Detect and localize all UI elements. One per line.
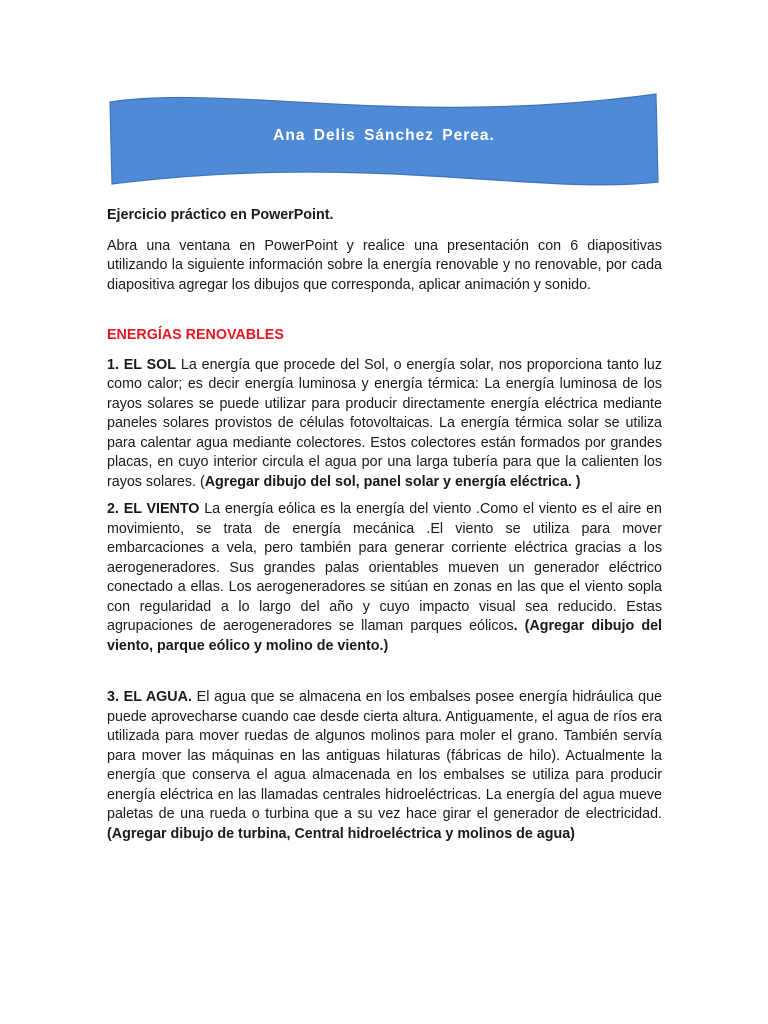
author-name: Ana Delis Sánchez Perea. xyxy=(273,127,495,144)
item-note: (Agregar dibujo de turbina, Central hidroeléctrica y molinos de agua) xyxy=(107,825,575,842)
title-banner xyxy=(108,90,660,190)
item-title: 3. EL AGUA. xyxy=(107,689,192,705)
item-body: El agua que se almacena en los embalses posee energía hidráulica que puede aprovecharse cuando cae desde cierta altura. Antiguamente, el agua de ríos era utilizada para mover ruedas de algunos molinos para moler el grano. También servía para mover las máquinas en las antiguas hilaturas (fábricas de hilo). Actualmente la energía que conserva el agua almacenada en los embalses se utiliza para producir energía eléctrica en las llamadas centrales hidroeléctricas. La energía del agua mueve paletas de una rueda o turbina que a su vez hace girar el generador de electricidad. xyxy=(107,689,663,822)
item-body: La energía eólica es la energía del viento .Como el viento es el aire en movimiento, se trata de energía mecánica .El viento se utiliza para mover embarcaciones a vela, pero también para generar corriente eléctrica gracias a los aerogeneradores. Sus grandes palas orientables mueven un generador eléctrico conectado a ellas. Los aerogeneradores se sitúan en zonas en las que el viento sopla con regularidad a lo largo del año y cuyo impacto visual sea reducido. Estas agrupaciones de aerogeneradores se llaman parques eólicos xyxy=(107,501,662,634)
exercise-subtitle: Ejercicio práctico en PowerPoint. xyxy=(107,207,334,223)
item-sol xyxy=(107,356,662,493)
section-heading: ENERGÍAS RENOVABLES xyxy=(107,327,284,343)
item-viento xyxy=(107,500,662,656)
item-body: La energía que procede del Sol, o energía solar, nos proporciona tanto luz como calor; es decir energía luminosa y energía térmica: La energía luminosa de los rayos solares se puede utilizar para producir directamente energía eléctrica mediante paneles solares provistos de células fotovoltaicas. La energía térmica solar se utiliza para calentar agua mediante colectores. Estos colectores están formados por grandes placas, en cuyo interior circula el agua por una larga tubería para que la calienten los rayos solares. ( xyxy=(107,356,662,490)
item-agua xyxy=(107,688,662,844)
intro-paragraph: Abra una ventana en PowerPoint y realice una presentación con 6 diapositivas utilizando la siguiente información sobre la energía renovable y no renovable, por cada diapositiva agregar los dibujos que corresponda, aplicar animación y sonido. xyxy=(107,237,662,293)
item-note: . (Agregar dibujo del viento, parque eólico y molino de viento.) xyxy=(107,618,662,654)
item-title: 1. EL SOL xyxy=(107,356,177,373)
item-title: 2. EL VIENTO xyxy=(107,501,200,517)
document-body xyxy=(107,206,662,852)
item-note: Agregar dibujo del sol, panel solar y energía eléctrica. ) xyxy=(204,473,581,490)
